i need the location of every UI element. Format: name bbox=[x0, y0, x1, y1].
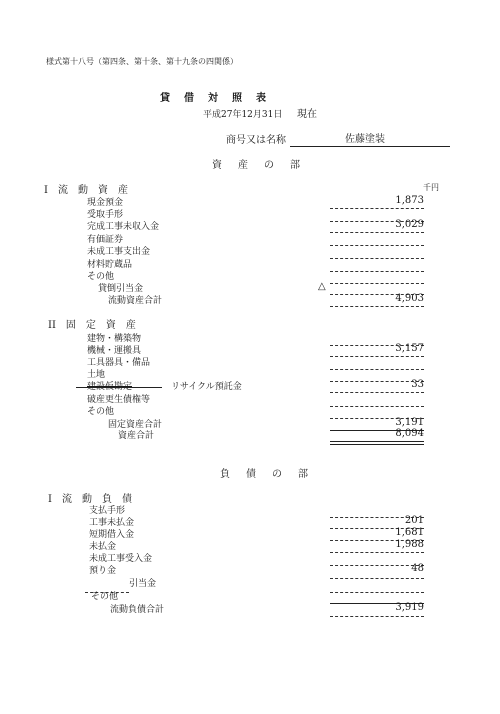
item-machinery-value: 3,157 bbox=[395, 343, 424, 354]
document-title: 貸 借 対 照 表 bbox=[160, 93, 268, 104]
item-buildings-label: 建物・構築物 bbox=[87, 334, 142, 344]
item-securities-label: 有価証券 bbox=[87, 235, 124, 245]
value-line bbox=[330, 245, 424, 246]
current-assets-total-value: 4,903 bbox=[395, 293, 424, 304]
current-liabilities-heading: I 流 動 負 債 bbox=[48, 494, 132, 505]
current-assets-heading: I 流 動 資 産 bbox=[44, 185, 128, 196]
item-machinery-label: 機械・運搬具 bbox=[87, 346, 142, 356]
item-recycle-deposit-label: リサイクル預託金 bbox=[171, 382, 242, 392]
value-line bbox=[330, 356, 424, 357]
current-liabilities-total-label: 流動負債合計 bbox=[110, 605, 165, 615]
unit-label: 千円 bbox=[423, 183, 439, 192]
item-materials-label: 材料貯蔵品 bbox=[87, 260, 133, 270]
reserve-label: 引当金 bbox=[129, 579, 157, 589]
item-cash-label: 現金預金 bbox=[87, 198, 124, 208]
liabilities-section-header: 負 債 の 部 bbox=[220, 469, 311, 480]
allowance-mark: △ bbox=[318, 281, 326, 292]
item-fixed-other-label: その他 bbox=[87, 407, 115, 417]
item-recycle-deposit-value: 33 bbox=[411, 379, 424, 390]
value-line bbox=[330, 306, 424, 307]
fixed-assets-heading: II 固 定 資 産 bbox=[48, 320, 136, 331]
value-line bbox=[330, 578, 424, 579]
item-land-label: 土地 bbox=[87, 370, 106, 380]
value-line bbox=[330, 406, 424, 407]
item-notes-payable-label: 支払手形 bbox=[89, 506, 126, 516]
item-other-label: その他 bbox=[87, 272, 115, 282]
current-assets-total-label: 流動資産合計 bbox=[108, 296, 163, 306]
double-underline bbox=[330, 441, 424, 445]
item-deposits-value: 48 bbox=[411, 563, 424, 574]
item-accounts-payable-label: 工事未払金 bbox=[89, 518, 135, 528]
liabilities-other-label: その他 bbox=[91, 592, 119, 602]
item-cash-value: 1,873 bbox=[395, 195, 424, 206]
form-label: 様式第十八号（第四条、第十条、第十九条の四関係） bbox=[46, 57, 238, 66]
value-line bbox=[330, 208, 424, 209]
item-tools-label: 工具器具・備品 bbox=[87, 358, 151, 368]
value-line bbox=[330, 258, 424, 259]
fixed-assets-total-value: 3,191 bbox=[395, 417, 424, 428]
item-notes-receivable-label: 受取手形 bbox=[87, 210, 124, 220]
fixed-assets-total-label: 固定資産合計 bbox=[108, 420, 163, 430]
company-name: 佐藤塗装 bbox=[345, 134, 385, 145]
value-line bbox=[330, 616, 424, 617]
item-bankruptcy-claims-label: 破産更生債権等 bbox=[87, 395, 151, 405]
value-line bbox=[330, 369, 424, 370]
report-date: 平成27年12月31日 bbox=[203, 110, 283, 120]
company-label: 商号又は名称 bbox=[226, 135, 286, 146]
value-line bbox=[330, 232, 424, 233]
item-accrued-label: 未払金 bbox=[89, 542, 117, 552]
total-assets-value: 8,094 bbox=[395, 428, 424, 439]
item-short-term-loans-value: 1,681 bbox=[395, 527, 424, 538]
assets-section-header: 資 産 の 部 bbox=[212, 160, 303, 171]
item-advances-received-label: 未成工事受入金 bbox=[89, 554, 153, 564]
strike-line bbox=[76, 387, 162, 388]
value-line bbox=[330, 392, 424, 393]
item-short-term-loans-label: 短期借入金 bbox=[89, 530, 135, 540]
current-liabilities-total-value: 3,919 bbox=[395, 602, 424, 613]
item-wip-label: 未成工事支出金 bbox=[87, 247, 151, 257]
total-assets-label: 資産合計 bbox=[118, 431, 155, 441]
company-name-underline bbox=[290, 146, 450, 147]
item-receivable-value: 3,029 bbox=[395, 219, 424, 230]
value-line bbox=[330, 271, 424, 272]
item-deposits-label: 預り金 bbox=[89, 566, 117, 576]
item-accrued-value: 1,988 bbox=[395, 539, 424, 550]
value-line bbox=[330, 592, 424, 593]
item-receivable-label: 完成工事未収入金 bbox=[87, 222, 160, 232]
item-accounts-payable-value: 201 bbox=[404, 515, 424, 526]
value-line bbox=[330, 552, 424, 553]
value-line bbox=[330, 283, 424, 284]
report-date-suffix: 現在 bbox=[297, 109, 317, 120]
item-construction-in-progress-label: 建設仮勘定 bbox=[87, 382, 133, 392]
allowance-label: 貸倒引当金 bbox=[98, 284, 144, 294]
